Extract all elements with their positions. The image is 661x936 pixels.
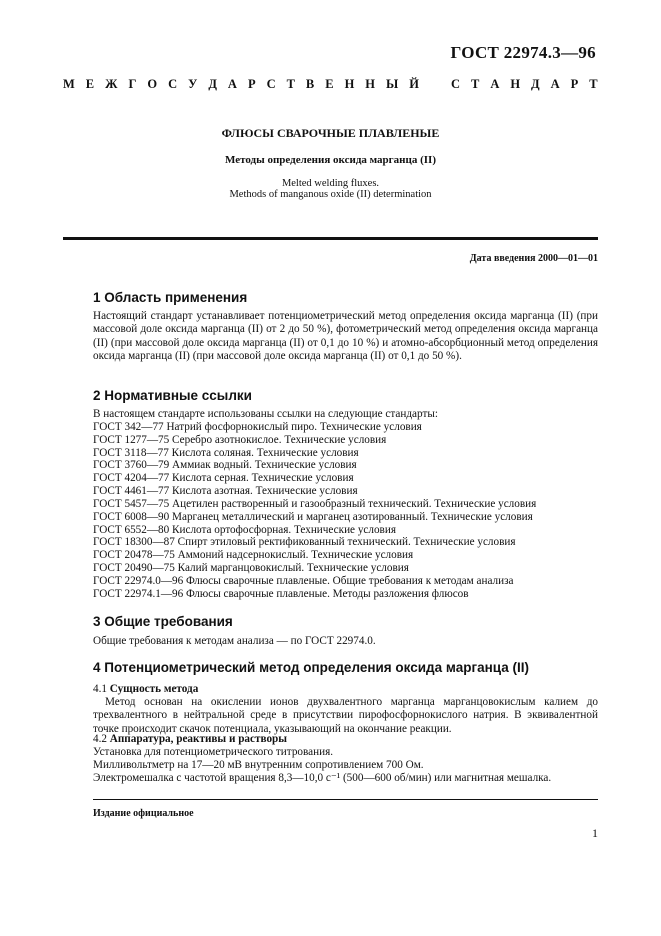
- banner-letter: Г: [128, 77, 137, 91]
- banner-letter: Т: [589, 77, 598, 91]
- banner-letter: М: [63, 77, 75, 91]
- banner-letter: Н: [365, 77, 376, 91]
- banner-letter: Н: [510, 77, 521, 91]
- section-4-heading: 4 Потенциометрический метод определения оксида марганца (II): [93, 660, 529, 675]
- reference-item: ГОСТ 3760—79 Аммиак водный. Технические условия: [93, 459, 357, 472]
- banner-letter: У: [188, 77, 198, 91]
- banner-letter: Й: [409, 77, 419, 91]
- header-divider: [63, 237, 598, 240]
- subsection-4-2-title: Аппаратура, реактивы и растворы: [109, 733, 287, 745]
- banner-letter: В: [305, 77, 315, 91]
- reference-item: ГОСТ 4461—77 Кислота азотная. Технические условия: [93, 485, 358, 498]
- banner-letter: С: [168, 77, 178, 91]
- banner-letter: Т: [286, 77, 295, 91]
- banner-letter: Р: [570, 77, 579, 91]
- banner-letter: А: [227, 77, 237, 91]
- reference-item: ГОСТ 5457—75 Ацетилен растворенный и газообразный технический. Технические условия: [93, 497, 537, 510]
- edition-label: Издание официальное: [93, 808, 194, 819]
- banner-letter: Д: [531, 77, 540, 91]
- banner-letter: Е: [325, 77, 334, 91]
- subsection-4-2-line-2: Милливольтметр на 17—20 мВ внутренним сопротивлением 700 Ом.: [93, 759, 424, 771]
- reference-item: ГОСТ 3118—77 Кислота соляная. Технические условия: [93, 446, 359, 459]
- reference-item: ГОСТ 6552—80 Кислота ортофосфорная. Технические условия: [93, 523, 396, 536]
- reference-item: ГОСТ 6008—90 Марганец металлический и марганец азотированный. Технические условия: [93, 510, 533, 523]
- reference-item: ГОСТ 1277—75 Серебро азотнокислое. Технические условия: [93, 433, 387, 446]
- introduction-date: Дата введения 2000—01—01: [469, 253, 598, 264]
- document-number: ГОСТ 22974.3—96: [450, 43, 596, 62]
- banner-letter: Р: [247, 77, 256, 91]
- subsection-4-1-title: Сущность метода: [109, 683, 199, 695]
- banner-letter: А: [490, 77, 500, 91]
- subsection-4-1-text: Метод основан на окислении ионов двухвалентного марганца марганцовокислым калием до трехвалентного в нейтральной среде в присутствии пирофосфорнокислого натрия. В эквивалентной точке происходит скачок потенциала, указывающий на окончание реакции.: [93, 696, 598, 735]
- banner-letter: С: [266, 77, 276, 91]
- document-subtitle: Методы определения оксида марганца (II): [225, 154, 436, 166]
- reference-item: ГОСТ 20478—75 Аммоний надсернокислый. Технические условия: [93, 549, 414, 562]
- subsection-4-2-number: 4.2: [93, 733, 107, 745]
- subsection-4-2-line-3: Электромешалка с частотой вращения 8,3—10,0 с⁻¹ (500—600 об/мин) или магнитная мешалка.: [93, 772, 552, 784]
- subsection-4-2-line-1: Установка для потенциометрического титрования.: [93, 746, 334, 758]
- banner-letter: С: [450, 77, 460, 91]
- subsection-4-2-heading: [93, 733, 598, 746]
- subsection-4-1-heading: [93, 683, 598, 696]
- reference-item: ГОСТ 4204—77 Кислота серная. Технические условия: [93, 472, 354, 485]
- banner-letter: Ы: [386, 77, 399, 91]
- banner-letter: О: [147, 77, 158, 91]
- english-title: [0, 178, 661, 200]
- section-3-text: Общие требования к методам анализа — по ГОСТ 22974.0.: [93, 635, 376, 647]
- section-1-heading: 1 Область применения: [93, 290, 248, 305]
- banner-letter: Е: [85, 77, 95, 91]
- subsection-4-1-number: 4.1: [93, 683, 107, 695]
- banner-letter: Д: [208, 77, 217, 91]
- banner-letter: Ж: [105, 77, 118, 91]
- normative-references-list: [93, 408, 598, 601]
- standard-banner: [63, 77, 598, 92]
- banner-letter: А: [550, 77, 560, 91]
- banner-letter: Т: [470, 77, 480, 91]
- section-2-heading: 2 Нормативные ссылки: [93, 388, 252, 403]
- reference-item: ГОСТ 18300—87 Спирт этиловый ректификованный технический. Технические условия: [93, 536, 516, 549]
- banner-gap: [430, 77, 440, 92]
- section-1-text: Настоящий стандарт устанавливает потенциометрический метод определения оксида марганца (II) (при массовой доле оксида марганца (II) от 2 до 50 %), фотометрический метод определения оксида марганца (II) (при массовой доле оксида марганца (II) от 0,1 до 10 %) и атомно-абсорбционный метод определения оксида марганца (II) (при массовой доле оксида марганца (II) от 0,1 до 50 %).: [93, 310, 598, 363]
- footer-divider: [93, 799, 598, 800]
- reference-item: ГОСТ 342—77 Натрий фосфорнокислый пиро. Технические условия: [93, 420, 422, 433]
- reference-item: ГОСТ 22974.0—96 Флюсы сварочные плавленые. Общие требования к методам анализа: [93, 574, 514, 587]
- banner-letter: Н: [344, 77, 355, 91]
- references-intro: В настоящем стандарте использованы ссылки на следующие стандарты:: [93, 408, 438, 420]
- english-title-line-1: Melted welding fluxes.: [281, 178, 380, 189]
- english-title-line-2: Methods of manganous oxide (II) determination: [229, 189, 432, 200]
- page-number: 1: [592, 826, 598, 840]
- reference-item: ГОСТ 20490—75 Калий марганцовокислый. Технические условия: [93, 562, 409, 575]
- reference-item: ГОСТ 22974.1—96 Флюсы сварочные плавленые. Методы разложения флюсов: [93, 587, 469, 600]
- section-3-heading: 3 Общие требования: [93, 614, 233, 629]
- document-title: ФЛЮСЫ СВАРОЧНЫЕ ПЛАВЛЕНЫЕ: [221, 126, 440, 140]
